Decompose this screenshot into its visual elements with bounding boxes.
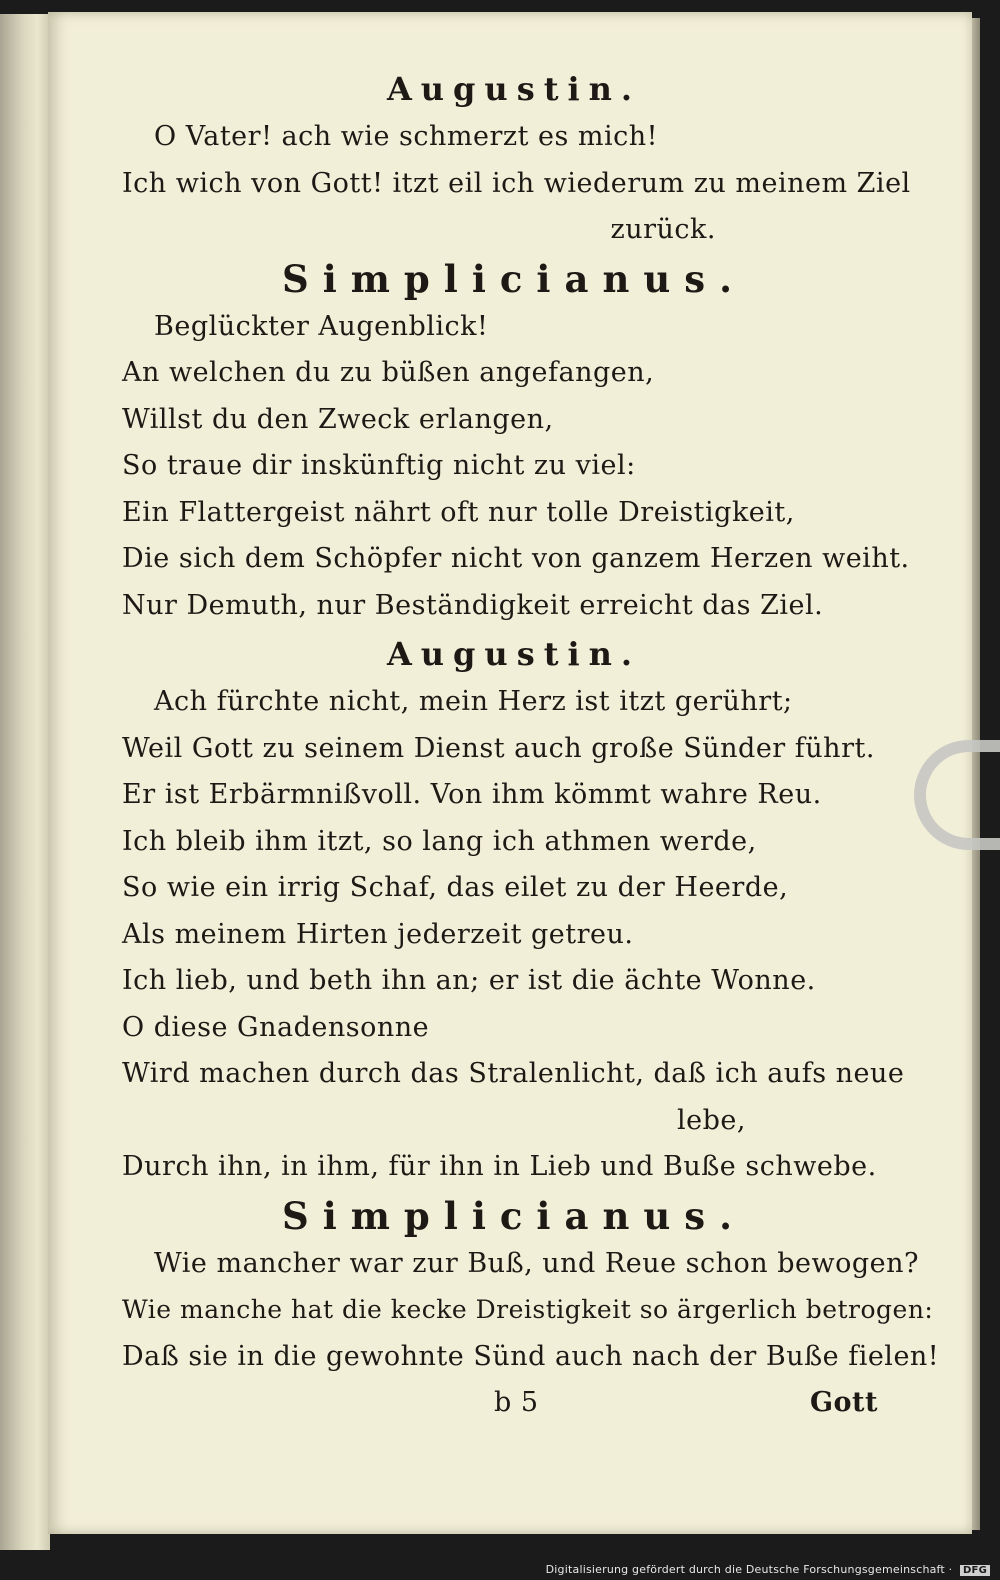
left-page-edge — [0, 14, 50, 1550]
credit-text: Digitalisierung gefördert durch die Deutsche Forschungsgemeinschaft · — [545, 1563, 953, 1576]
verse-line: Ein Flattergeist nährt oft nur tolle Dreistigkeit, — [122, 496, 795, 528]
speaker-heading: Simplicianus. — [282, 256, 746, 301]
verse-line: Durch ihn, in ihm, für ihn in Lieb und Buße schwebe. — [122, 1151, 877, 1182]
verse-line: Wie manche hat die kecke Dreistigkeit so ärgerlich betrogen: — [122, 1295, 934, 1324]
signature-mark: b 5 — [494, 1387, 539, 1418]
verse-line-continuation: zurück. — [610, 214, 716, 245]
verse-line: Ach fürchte nicht, mein Herz ist itzt gerührt; — [154, 686, 793, 717]
verse-line: Ich wich von Gott! itzt eil ich wiederum zu meinem Ziel — [122, 167, 911, 199]
verse-line: Nur Demuth, nur Beständigkeit erreicht das Ziel. — [122, 589, 824, 621]
verse-line: Beglückter Augenblick! — [154, 310, 489, 342]
verse-line: Ich bleib ihm itzt, so lang ich athmen werde, — [122, 825, 757, 857]
verse-line: Ich lieb, und beth ihn an; er ist die ächte Wonne. — [122, 965, 816, 996]
book-page — [48, 12, 972, 1534]
verse-line: Wird machen durch das Stralenlicht, daß ich aufs neue — [122, 1058, 905, 1089]
verse-line: Als meinem Hirten jederzeit getreu. — [122, 918, 634, 950]
verse-line-continuation: lebe, — [677, 1104, 746, 1136]
verse-line: Die sich dem Schöpfer nicht von ganzem Herzen weiht. — [122, 543, 910, 574]
verse-line: So traue dir inskünftig nicht zu viel: — [122, 450, 636, 481]
verse-line: So wie ein irrig Schaf, das eilet zu der Heerde, — [122, 872, 789, 903]
verse-line: O diese Gnadensonne — [122, 1011, 430, 1043]
verse-line: Er ist Erbärmnißvoll. Von ihm kömmt wahre Reu. — [122, 779, 822, 810]
verse-line: Weil Gott zu seinem Dienst auch große Sünder führt. — [122, 732, 875, 764]
speaker-heading: Augustin. — [386, 635, 642, 673]
verse-line: Willst du den Zweck erlangen, — [122, 403, 554, 435]
verse-line: O Vater! ach wie schmerzt es mich! — [154, 121, 659, 152]
dfg-logo: DFG — [960, 1565, 990, 1576]
verse-line: Daß sie in die gewohnte Sünd auch nach der Buße fielen! — [122, 1340, 940, 1372]
digitization-credit — [546, 1563, 990, 1576]
page-footer — [122, 1380, 906, 1427]
speaker-heading: Augustin. — [386, 70, 642, 108]
page-text — [122, 64, 940, 1427]
speaker-heading: Simplicianus. — [282, 1193, 746, 1238]
verse-line: Wie mancher war zur Buß, und Reue schon bewogen? — [154, 1247, 920, 1279]
catchword: Gott — [809, 1387, 878, 1418]
verse-line: An welchen du zu büßen angefangen, — [122, 357, 655, 388]
